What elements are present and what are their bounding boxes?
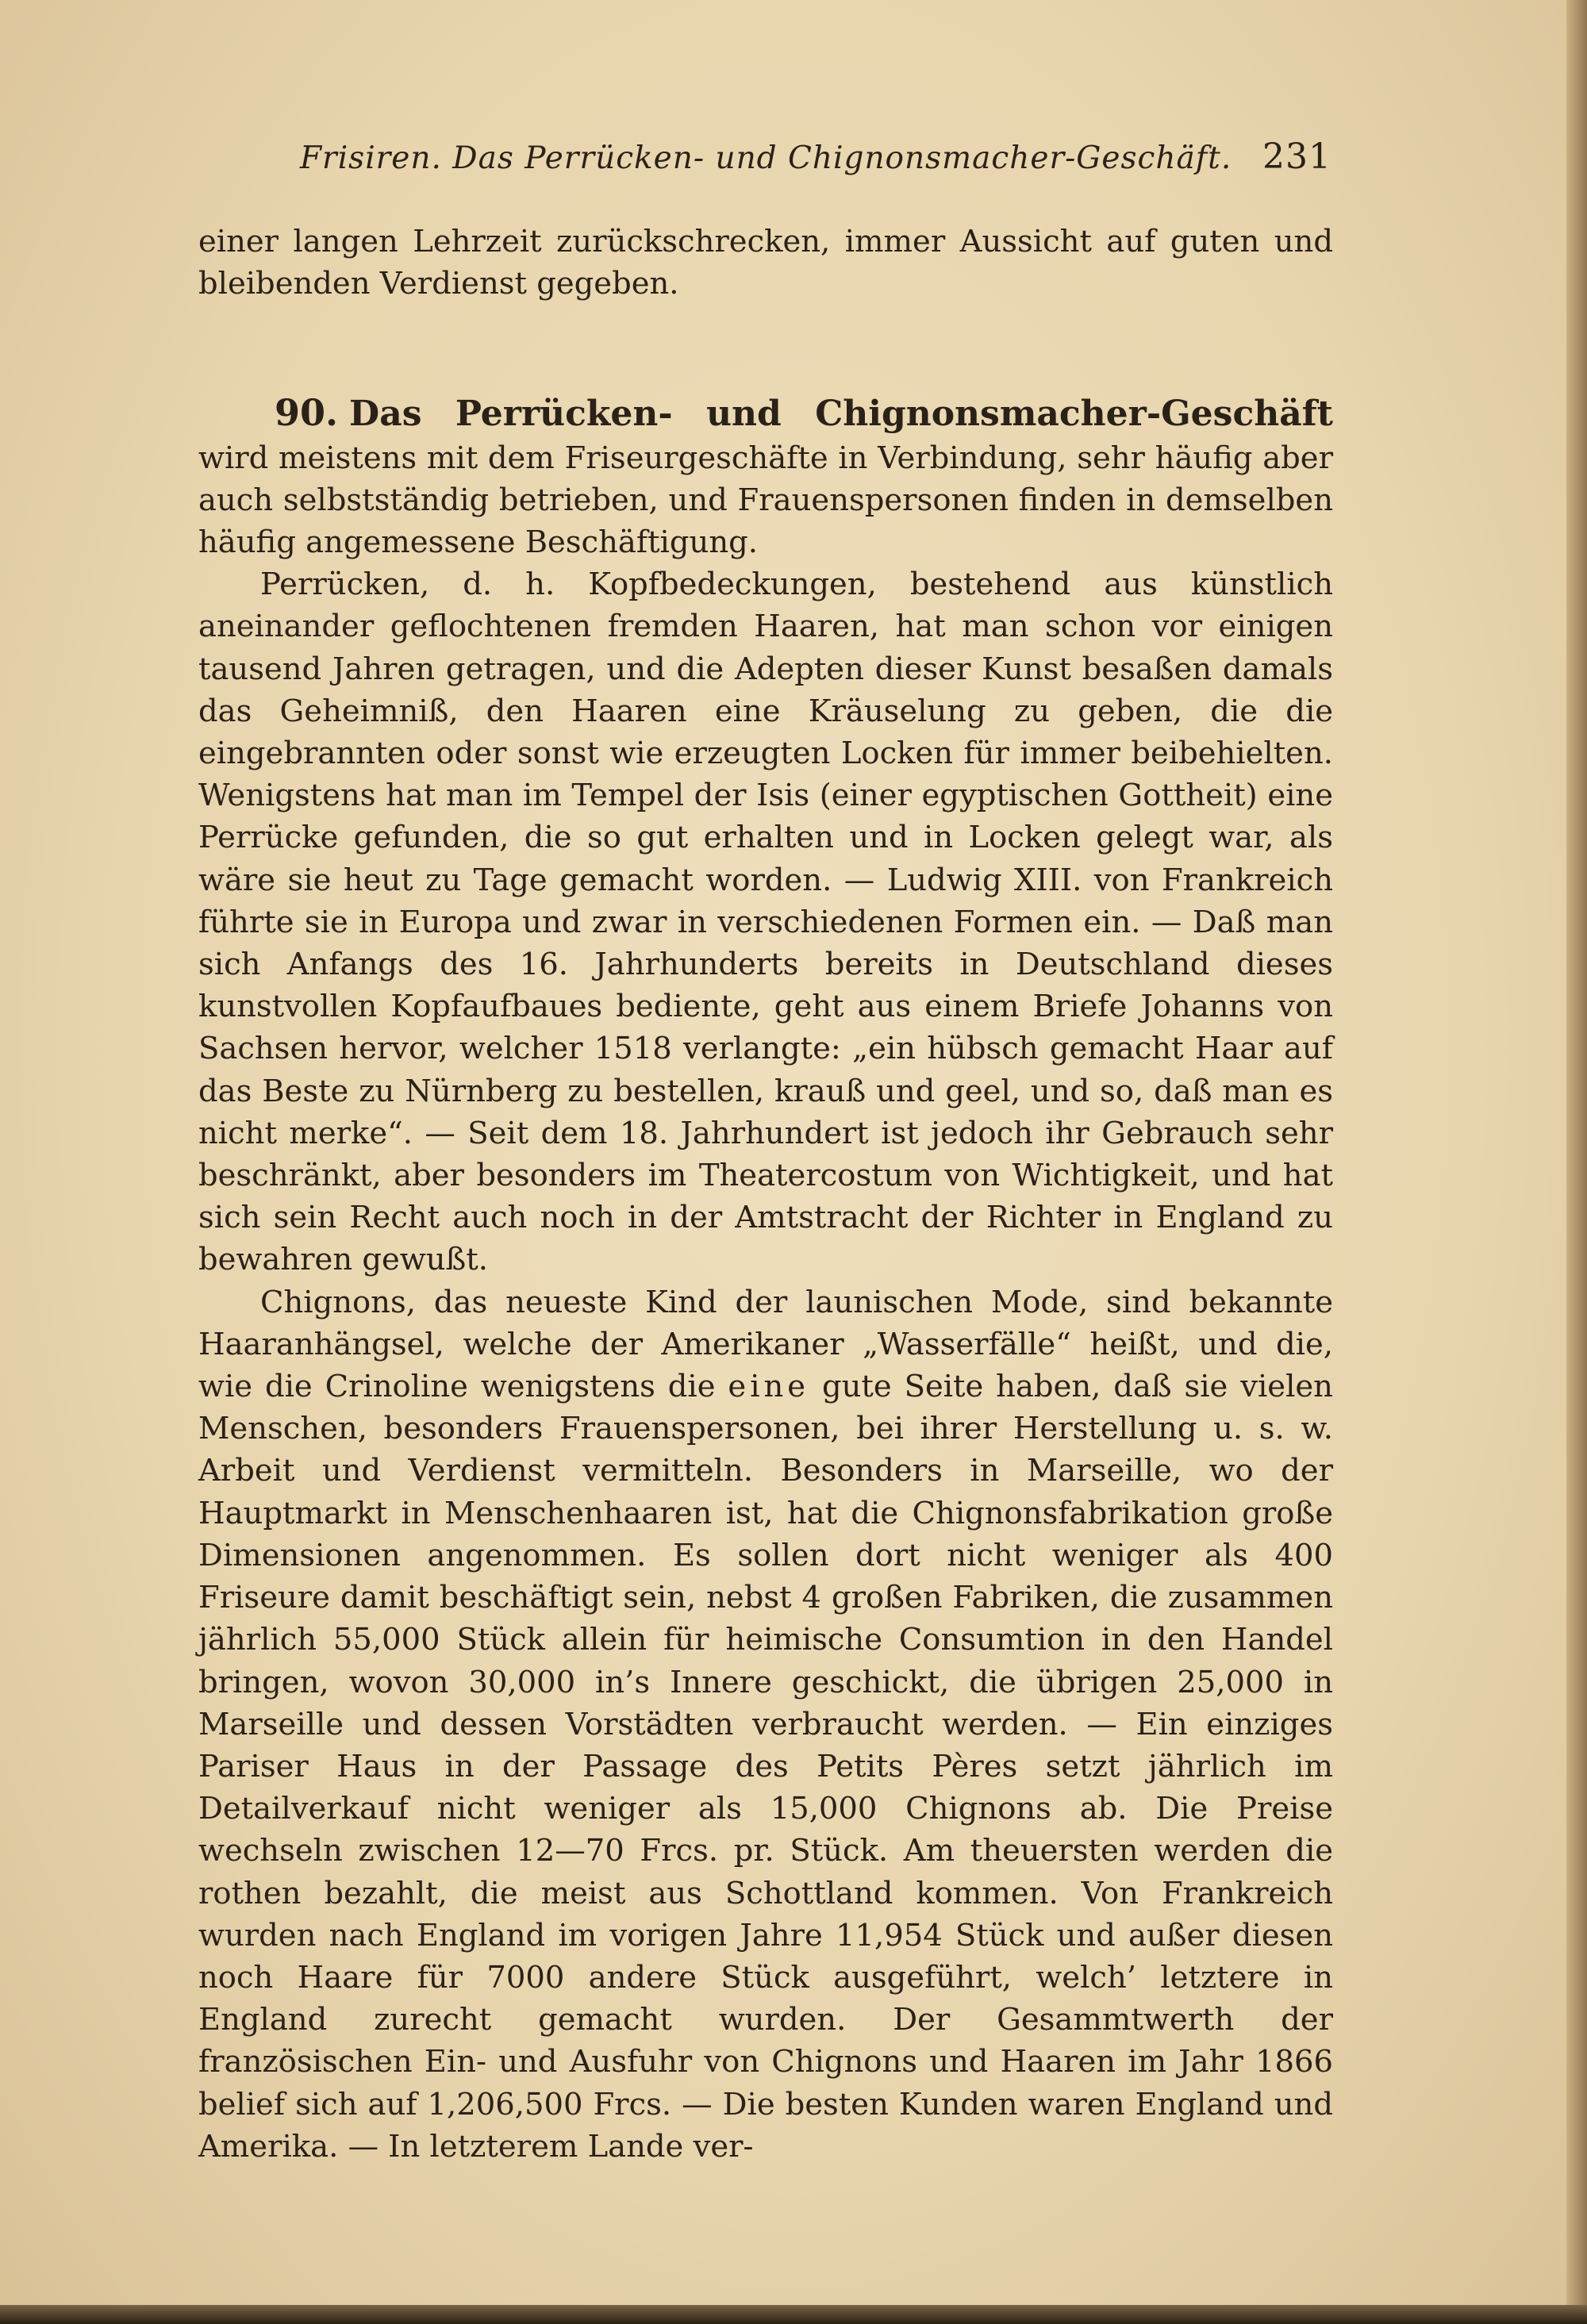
section-intro-text: wird meistens mit dem Friseurgeschäfte in Verbindung, sehr häufig aber auch selbstständig betrieben, und Frauenspersonen finden in demselben häufig angemessene Beschäftigung.: [198, 440, 1333, 561]
section-number: 90.: [275, 391, 339, 435]
section-paragraph: [198, 392, 1333, 563]
paragraph-perruecken: Perrücken, d. h. Kopfbedeckungen, bestehend aus künstlich aneinander geflochtenen fremden Haaren, hat man schon vor einigen tausend Jahren getragen, und die Adepten dieser Kunst besaßen damals das Geheimniß, den Haaren eine Kräuselung zu geben, die die eingebrannten oder sonst wie erzeugten Locken für immer beibehielten. Wenigstens hat man im Tempel der Isis (einer egyptischen Gottheit) eine Perrücke gefunden, die so gut erhalten und in Locken gelegt war, als wäre sie heut zu Tage gemacht worden. — Ludwig XIII. von Frankreich führte sie in Europa und zwar in verschiedenen Formen ein. — Daß man sich Anfangs des 16. Jahrhunderts bereits in Deutschland dieses kunstvollen Kopfaufbaues bediente, geht aus einem Briefe Johanns von Sachsen hervor, welcher 1518 verlangte: „ein hübsch gemacht Haar auf das Beste zu Nürnberg zu bestellen, krauß und geel, und so, daß man es nicht merke“. — Seit dem 18. Jahrhundert ist jedoch ihr Gebrauch sehr beschränkt, aber besonders im Theatercostum von Wichtigkeit, und hat sich sein Recht auch noch in der Amtstracht der Richter in England zu bewahren gewußt.: [198, 567, 1333, 1278]
chignons-text-b: gute Seite haben, daß sie vielen Menschen, besonders Frauenspersonen, bei ihrer Herstellung u. s. w. Arbeit und Verdienst vermitteln. Besonders in Marseille, wo der Hauptmarkt in Menschenhaaren ist, hat die Chignonsfabrikation große Dimensionen angenommen. Es sollen dort nicht weniger als 400 Friseure damit beschäftigt sein, nebst 4 großen Fabriken, die zusammen jährlich 55,000 Stück allein für heimische Consumtion in den Handel bringen, wovon 30,000 in’s Innere geschickt, die übrigen 25,000 in Marseille und dessen Vorstädten verbraucht werden. — Ein einziges Pariser Haus in der Passage des Petits Pères setzt jährlich im Detailverkauf nicht weniger als 15,000 Chignons ab. Die Preise wechseln zwischen 12—70 Frcs. pr. Stück. Am theuersten werden die rothen bezahlt, die meist aus Schottland kommen. Von Frankreich wurden nach England im vorigen Jahre 11,954 Stück und außer diesen noch Haare für 7000 andere Stück ausgeführt, welch’ letztere in England zurecht gemacht wurden. Der Gesammtwerth der französischen Ein- und Ausfuhr von Chignons und Haaren im Jahr 1866 belief sich auf 1,206,500 Frcs. — Die besten Kunden waren England und Amerika. — In letzterem Lande ver-: [198, 1369, 1333, 2165]
emphasis-eine: eine: [728, 1369, 810, 1405]
running-title: Frisiren. Das Perrücken- und Chignonsmacher-Geschäft.: [300, 140, 1232, 176]
page-edge-right: [1566, 0, 1587, 2324]
page-edge-bottom: [0, 2305, 1587, 2324]
body-text: [198, 221, 1333, 2168]
paragraph-continuation: einer langen Lehrzeit zurückschrecken, immer Aussicht auf guten und bleibenden Verdienst gegeben.: [198, 224, 1333, 302]
chignons-text-a: Chignons, das neueste Kind der launischen Mode, sind bekannte Haaranhängsel, welche der Amerikaner „Wasserfälle“ heißt, und die, wie die Crinoline wenigstens die: [198, 1284, 1333, 1405]
page-header: [300, 136, 1331, 177]
section-title: Das Perrücken- und Chignonsmacher-Geschäft: [349, 394, 1333, 435]
paragraph-chignons: [198, 1281, 1333, 2168]
page-number: 231: [1262, 136, 1331, 177]
